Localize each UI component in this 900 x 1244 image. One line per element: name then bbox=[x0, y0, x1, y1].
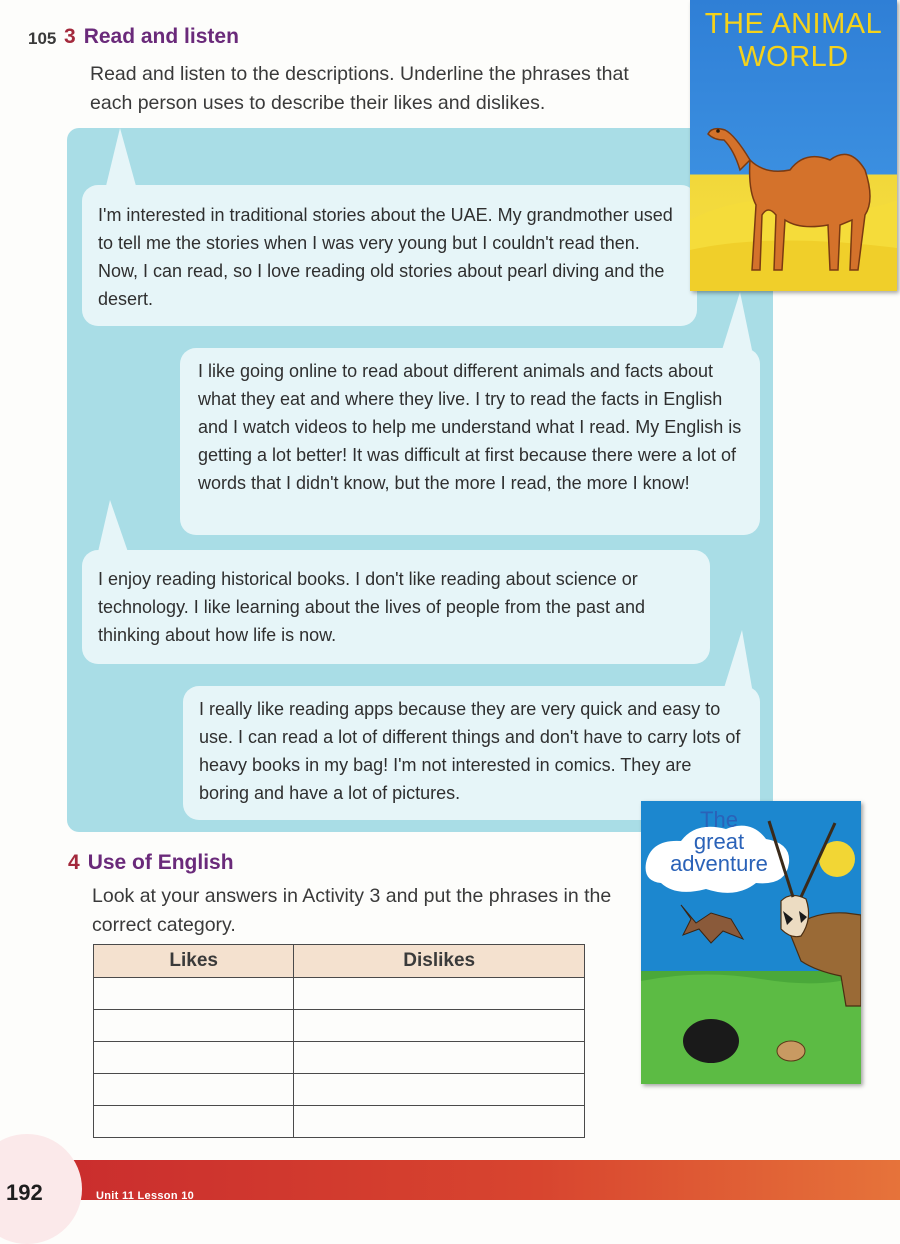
likes-cell[interactable] bbox=[94, 978, 294, 1010]
table-row bbox=[94, 1010, 585, 1042]
likes-dislikes-table bbox=[93, 944, 585, 1138]
bubble-2-tail bbox=[722, 292, 752, 350]
activity-4-instruction: Look at your answers in Activity 3 and put the phrases in the correct category. bbox=[92, 885, 612, 936]
book-2-title-line-1: The bbox=[700, 807, 738, 832]
bubble-3-tail bbox=[98, 500, 128, 552]
likes-cell[interactable] bbox=[94, 1074, 294, 1106]
speech-bubble-4: I really like reading apps because they are very quick and easy to use. I can read a lot of different things and don't have to carry lots of heavy books in my bag! I'm not interested in comics. They are boring and have a lot of pictures. bbox=[183, 686, 760, 820]
dislikes-cell[interactable] bbox=[294, 978, 585, 1010]
dislikes-cell[interactable] bbox=[294, 1042, 585, 1074]
dislikes-cell[interactable] bbox=[294, 1074, 585, 1106]
table-row bbox=[94, 1074, 585, 1106]
book-2-title-line-2: great bbox=[693, 829, 745, 854]
activity-3-title: Read and listen bbox=[83, 25, 239, 48]
great-adventure-book-cover bbox=[641, 801, 861, 1084]
activity-4-number: 4 bbox=[68, 851, 80, 874]
likes-cell[interactable] bbox=[94, 1042, 294, 1074]
table-row bbox=[94, 978, 585, 1010]
likes-cell[interactable] bbox=[94, 1010, 294, 1042]
unit-lesson-label: Unit 11 Lesson 10 bbox=[96, 1190, 195, 1202]
activity-3-instruction: Read and listen to the descriptions. Underline the phrases that each person uses to describe their likes and dislikes. bbox=[90, 63, 629, 114]
book-1-title-line-2: WORLD bbox=[738, 41, 849, 73]
activity-3-heading bbox=[64, 25, 239, 49]
audio-track-number: 105 bbox=[28, 29, 57, 48]
page-number: 192 bbox=[6, 1180, 43, 1205]
activity-4-heading bbox=[68, 851, 234, 875]
activity-4-title: Use of English bbox=[87, 851, 234, 874]
bubble-4-tail bbox=[724, 630, 752, 688]
book-2-title-line-3: adventure bbox=[670, 851, 768, 876]
likes-header: Likes bbox=[94, 945, 294, 978]
speech-bubble-3: I enjoy reading historical books. I don't like reading about science or technology. I like learning about the lives of people from the past and thinking about how life is now. bbox=[82, 550, 710, 664]
table-row bbox=[94, 1042, 585, 1074]
book-1-title-line-1: THE ANIMAL bbox=[704, 8, 883, 40]
activity-3-number: 3 bbox=[64, 25, 76, 48]
speech-bubble-2: I like going online to read about different animals and facts about what they eat and where they live. I try to read the facts in English and I watch videos to help me understand what I read. My English is getting a lot better! It was difficult at first because there were a lot of words that I didn't know, but the more I read, the more I know! bbox=[180, 348, 760, 535]
speech-bubble-1: I'm interested in traditional stories about the UAE. My grandmother used to tell me the stories when I was very young but I couldn't read then. Now, I can read, so I love reading old stories about pearl diving and the desert. bbox=[82, 185, 697, 326]
table-row bbox=[94, 1106, 585, 1138]
bubble-1-tail bbox=[106, 128, 136, 186]
likes-cell[interactable] bbox=[94, 1106, 294, 1138]
dislikes-cell[interactable] bbox=[294, 1010, 585, 1042]
dislikes-header: Dislikes bbox=[294, 945, 585, 978]
animal-world-book-cover bbox=[690, 0, 897, 291]
dislikes-cell[interactable] bbox=[294, 1106, 585, 1138]
